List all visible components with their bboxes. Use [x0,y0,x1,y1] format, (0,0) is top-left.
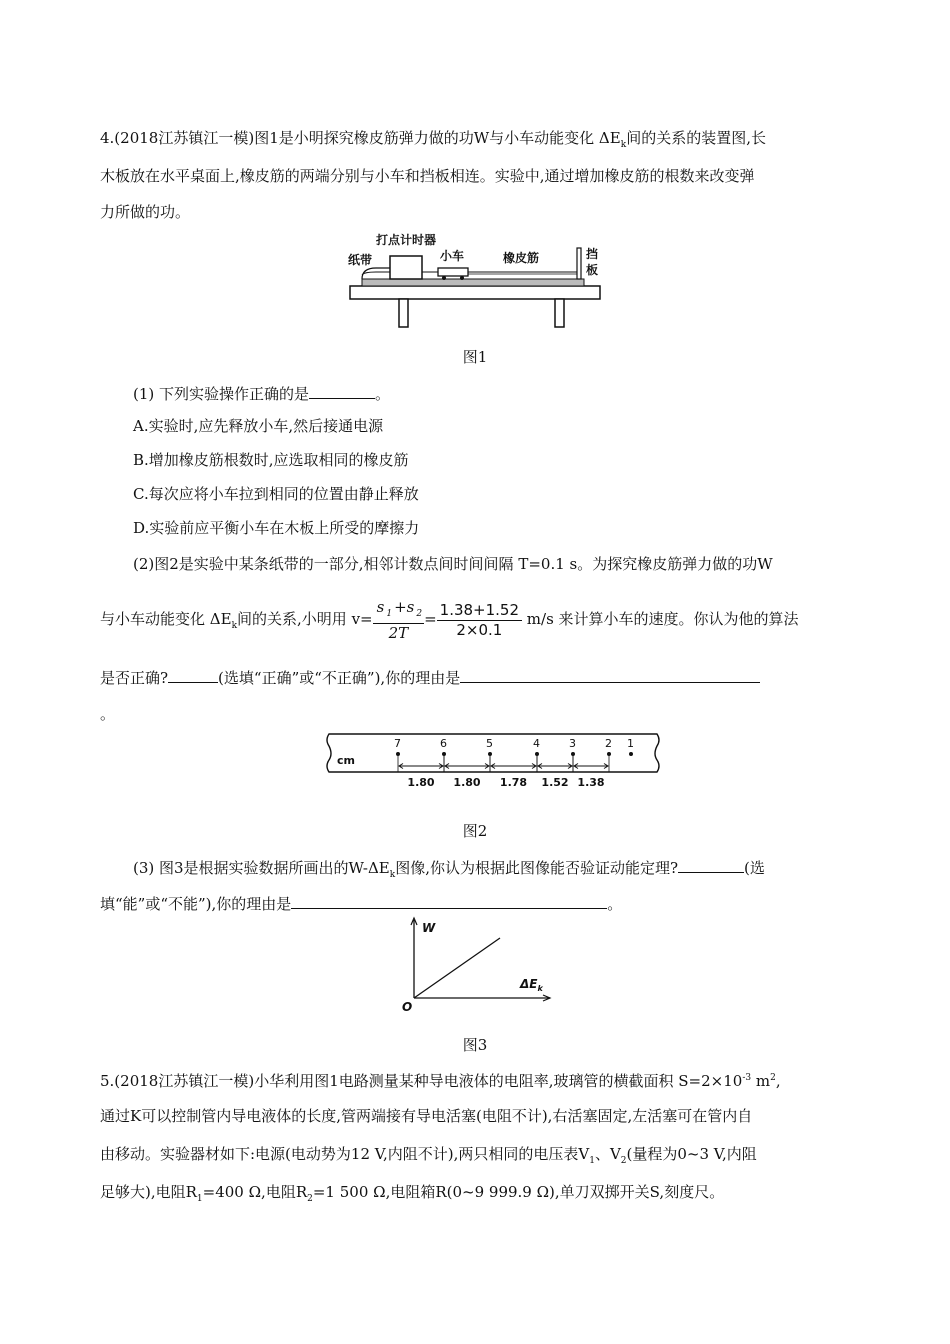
unit-label: cm [337,754,355,767]
tape-point-7 [396,752,400,756]
figure-3-caption: 图3 [462,1036,488,1054]
label-cart: 小车 [440,249,465,263]
q4-part2-line1: (2)图2是实验中某条纸带的一部分,相邻计数点间时间间隔 T=0.1 s。为探究橡皮筋弹力做的功W [133,555,773,573]
q5-line4: 足够大),电阻$R_1=400$ Ω,电阻$R_2=1$ 500 Ω,电阻箱R(0~9 999.9 Ω),单刀双掷开关S,刻度尺。 [100,1183,725,1204]
q4-line2: 木板放在水平桌面上,橡皮筋的两端分别与小车和挡板相连。实验中,通过增加橡皮筋的根数来改变弹 [100,167,755,185]
figure-3-graph [400,914,560,1014]
tape-point-1 [629,752,633,756]
origin-label: O [402,1000,413,1014]
table-leg-left [399,299,408,327]
tape-point-label: 4 [533,737,540,750]
figure-2-caption: 图2 [462,822,488,840]
label-tape: 纸带 [348,253,373,267]
q4-part3-line1: (3) 图3是根据实验数据所画出的$W-\Delta E_k$图像,你认为根据此图像能否验证动能定理? (选 [133,856,765,885]
tape-point-2 [607,752,611,756]
q5-line3: 由移动。实验器材如下:电源(电动势为12 V,内阻不计),两只相同的电压表$V_1$、$V_2$(量程为0~3 V,内阻 [100,1145,757,1166]
option-a: A.实验时,应先释放小车,然后接通电源 [133,417,384,435]
q4-part1: (1) 下列实验操作正确的是 。 [133,382,390,404]
tape-point-label: 7 [394,737,401,750]
answer-blank-2[interactable] [168,666,218,683]
q4-line3: 力所做的功。 [100,203,191,221]
q4-part3-line2: 填“能”或“不能”),你的理由是 。 [100,892,622,914]
tape-point-label: 2 [605,737,612,750]
tape-point-label: 1 [627,737,634,750]
figure-1-apparatus [340,228,610,333]
q4-line1: 4.(2018江苏镇江一模)图1是小明探究橡皮筋弹力做的功W与小车动能变化 $\Delta E_k$间的关系的装置图,长 [100,129,766,150]
distance-label: 1.52 [541,776,569,789]
x-axis-label: $\Delta E_k$ [520,977,543,993]
tape-point-label: 3 [569,737,576,750]
y-axis-label: W [422,921,436,935]
tape-point-3 [571,752,575,756]
distance-label: 1.80 [407,776,435,789]
timer-box [390,256,422,279]
distance-label: 1.78 [499,776,528,789]
paper-tape [362,268,390,279]
label-board-1: 挡 [586,247,599,261]
label-board-2: 板 [586,263,599,277]
answer-blank-3[interactable] [678,856,744,873]
wooden-board [362,279,584,286]
cart [438,268,468,276]
reason-blank-2[interactable] [460,666,760,683]
answer-blank-1[interactable] [309,382,375,399]
q5-line2: 通过K可以控制管内导电液体的长度,管两端接有导电活塞(电阻不计),右活塞固定,左活塞可在管内自 [100,1107,753,1125]
table-leg-right [555,299,564,327]
blocking-plate [577,248,581,279]
distance-label: 1.38 [577,776,605,789]
table-top [350,286,600,299]
distance-label: 1.80 [453,776,481,789]
formula-fraction-symbolic: $\frac{s _1 +s _2}{2T}$ [373,598,424,642]
figure-1-caption: 图1 [462,348,488,366]
figure-2-tape [323,728,663,796]
tape-point-5 [488,752,492,756]
option-d: D.实验前应平衡小车在木板上所受的摩擦力 [133,519,420,537]
data-line [414,938,500,998]
q4-part2-line3: 是否正确? (选填“正确”或“不正确”),你的理由是 [100,666,760,688]
tape-point-label: 5 [486,737,493,750]
tape-point-6 [442,752,446,756]
q4-part2-line2: 与小车动能变化 $\Delta E_k$间的关系,小明用 v= $\frac{s _1 +s _2}{2T}$ = $\frac{1.38+1.52}{2\times 0.1}$ m/s 来计算小车的速度。你认为他的算法 [100,598,799,642]
tape-point-label: 6 [440,737,447,750]
q5-line1: 5.(2018江苏镇江一模)小华利用图1电路测量某种导电液体的电阻率,玻璃管的横截面积 $S=2\times 10^{-3}$ $m^2$, [100,1072,781,1090]
option-b: B.增加橡皮筋根数时,应选取相同的橡皮筋 [133,451,409,469]
label-timer: 打点计时器 [376,233,437,247]
label-band: 橡皮筋 [503,251,540,265]
q4-part2-line4: 。 [100,705,116,723]
option-c: C.每次应将小车拉到相同的位置由静止释放 [133,485,419,503]
tape-point-4 [535,752,539,756]
reason-blank-3[interactable] [291,892,607,909]
formula-fraction-numeric: $\frac{1.38+1.52}{2\times 0.1}$ [437,601,522,640]
